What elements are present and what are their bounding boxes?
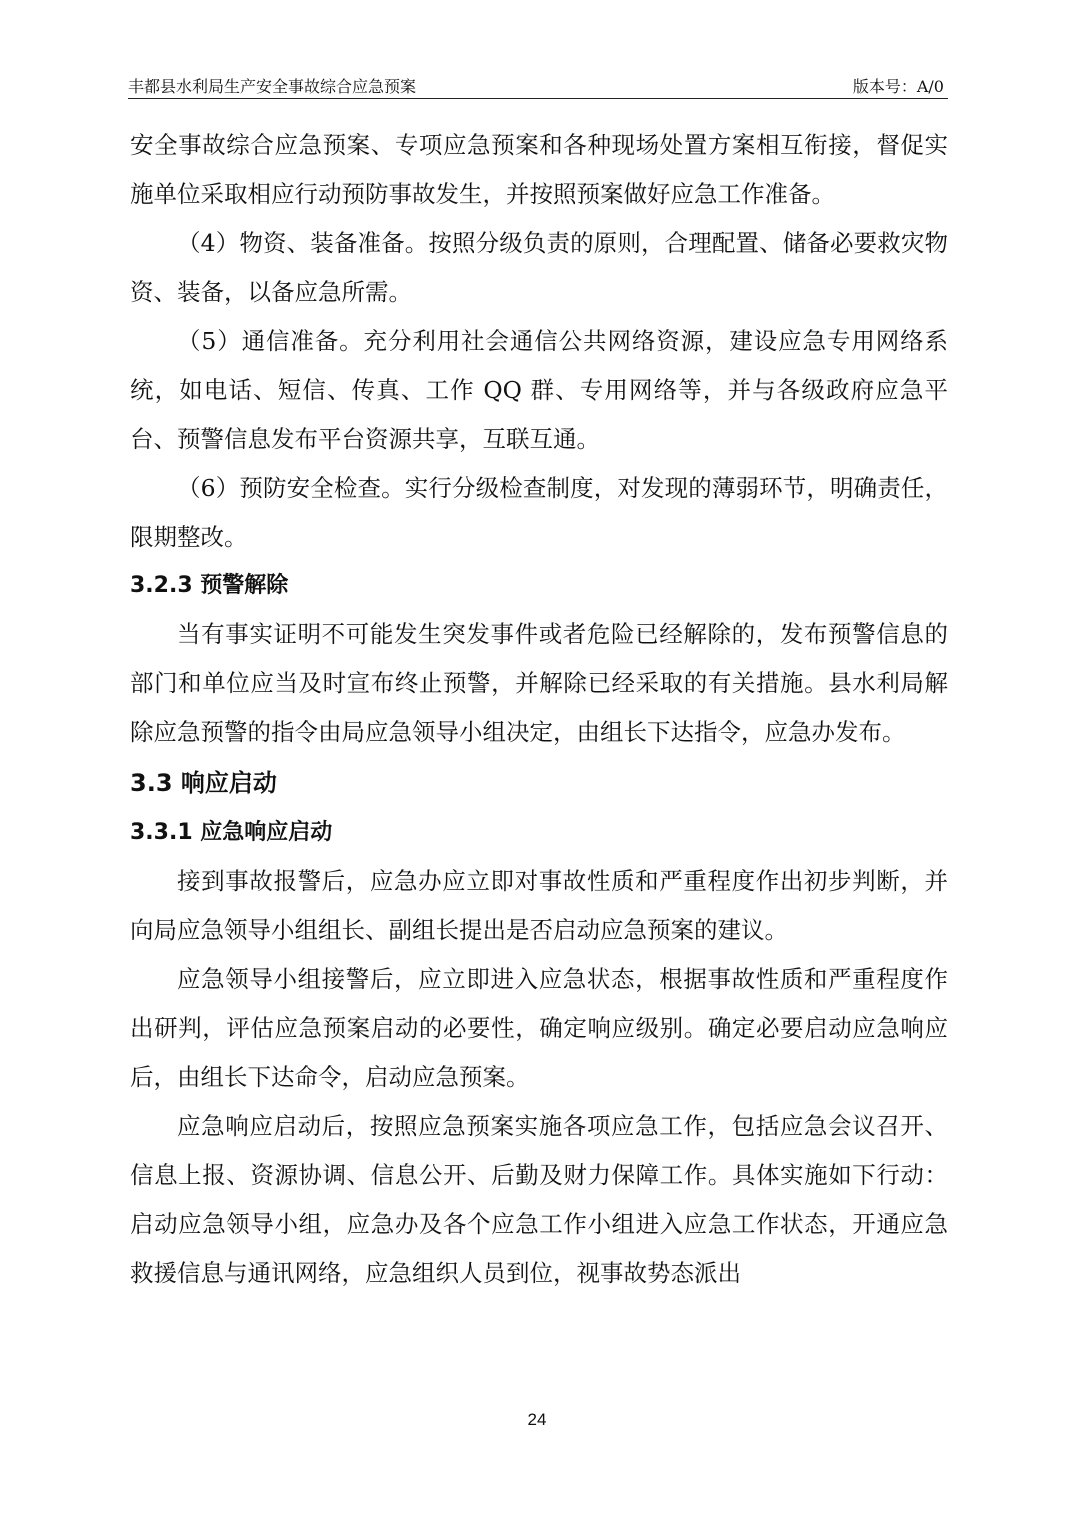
paragraph-inspection: （6）预防安全检查。实行分级检查制度，对发现的薄弱环节，明确责任，限期整改。 — [130, 474, 948, 551]
section-heading-3-3-1: 3.3.1 应急响应启动 — [130, 820, 333, 845]
paragraph-response-actions: 应急响应启动后，按照应急预案实施各项应急工作，包括应急会议召开、信息上报、资源协调、信息公开、后勤及财力保障工作。具体实施如下行动：启动应急领导小组，应急办及各个应急工作小组进入应急工作状态，开通应急救援信息与通讯网络，应急组织人员到位，视事故势态派出 — [130, 1112, 948, 1287]
document-title: 丰都县水利局生产安全事故综合应急预案 — [128, 77, 417, 96]
paragraph-alarm-received: 接到事故报警后，应急办应立即对事故性质和严重程度作出初步判断，并向局应急领导小组组长、副组长提出是否启动应急预案的建议。 — [130, 867, 948, 944]
section-heading-3-2-3: 3.2.3 预警解除 — [130, 573, 289, 598]
page-header — [128, 76, 948, 99]
paragraph-continuation: 安全事故综合应急预案、专项应急预案和各种现场处置方案相互衔接，督促实施单位采取相应行动预防事故发生，并按照预案做好应急工作准备。 — [130, 131, 948, 208]
page-number: 24 — [527, 1410, 547, 1429]
document-body — [130, 121, 948, 1298]
paragraph-communication: （5）通信准备。充分利用社会通信公共网络资源，建设应急专用网络系统，如电话、短信、传真、工作 QQ 群、专用网络等，并与各级政府应急平台、预警信息发布平台资源共享，互联互通。 — [130, 327, 948, 453]
version-number: 版本号：A/0 — [852, 77, 944, 96]
paragraph-leadership-response: 应急领导小组接警后，应立即进入应急状态，根据事故性质和严重程度作出研判，评估应急预案启动的必要性，确定响应级别。确定必要启动应急响应后，由组长下达命令，启动应急预案。 — [130, 965, 948, 1091]
paragraph-warning-release: 当有事实证明不可能发生突发事件或者危险已经解除的，发布预警信息的部门和单位应当及时宣布终止预警，并解除已经采取的有关措施。县水利局解除应急预警的指令由局应急领导小组决定，由组长下达指令，应急办发布。 — [130, 620, 948, 746]
section-heading-3-3: 3.3 响应启动 — [130, 769, 277, 797]
paragraph-materials: （4）物资、装备准备。按照分级负责的原则，合理配置、储备必要救灾物资、装备，以备应急所需。 — [130, 229, 948, 306]
